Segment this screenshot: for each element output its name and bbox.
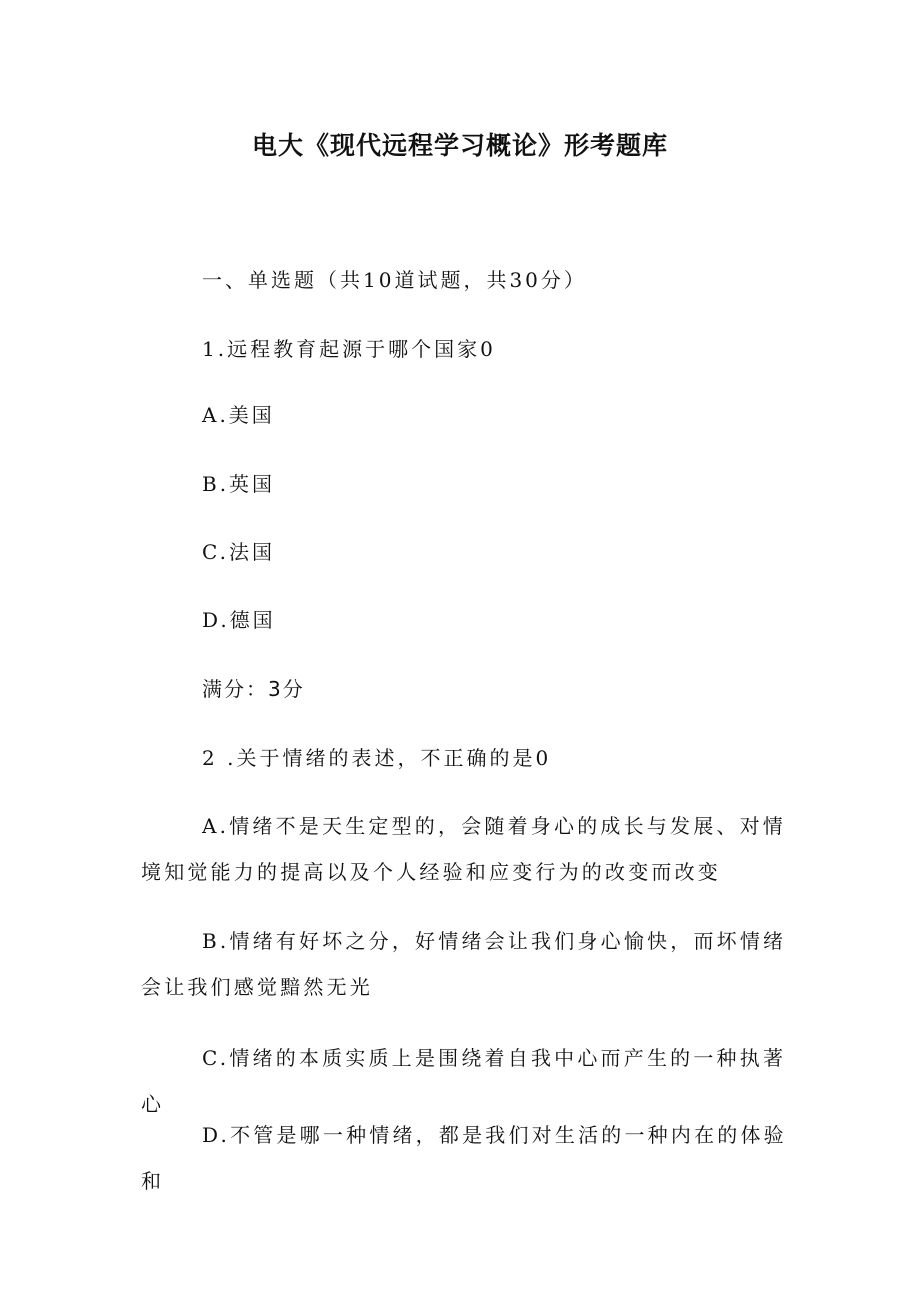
document-title: 电大《现代远程学习概论》形考题库 [251, 131, 668, 160]
section-heading: 一、单选题（共10道试题，共30分） [202, 268, 587, 292]
question-2-option-d: D.不管是哪一种情绪，都是我们对生活的一种内在的体验和 [141, 1123, 787, 1193]
question-1-option-c: C.法国 [202, 540, 275, 564]
question-1-option-b: B.英国 [202, 472, 276, 496]
question-1-option-d: D.德国 [202, 608, 276, 632]
question-1-option-a: A.美国 [202, 403, 275, 427]
question-1-stem: 1.远程教育起源于哪个国家0 [202, 337, 496, 361]
question-2-stem: 2 .关于情绪的表述，不正确的是0 [202, 746, 552, 770]
question-2-option-c: C.情绪的本质实质上是围绕着自我中心而产生的一种执著心 [141, 1046, 787, 1116]
question-1-score: 满分：3分 [202, 677, 305, 701]
question-2-option-b: B.情绪有好坏之分，好情绪会让我们身心愉快，而坏情绪会让我们感觉黯然无光 [141, 929, 787, 999]
question-2-option-a: A.情绪不是天生定型的，会随着身心的成长与发展、对情境知觉能力的提高以及个人经验和应变行为的改变而改变 [141, 814, 787, 884]
